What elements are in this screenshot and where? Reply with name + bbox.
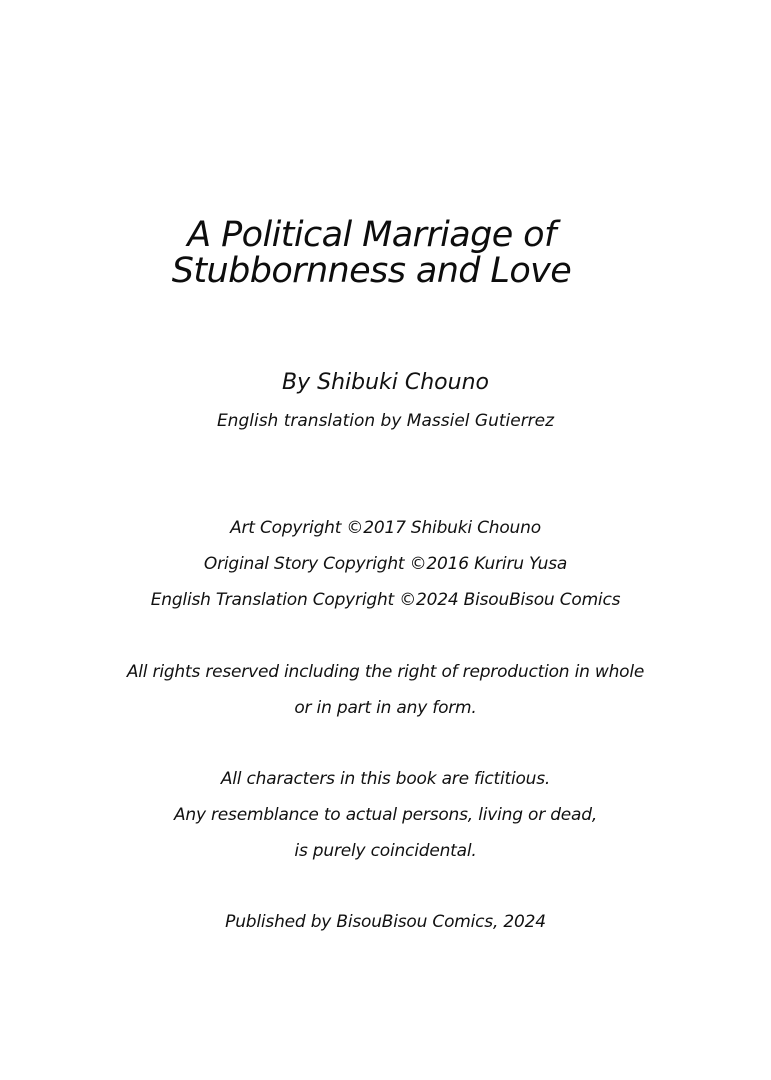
- translator-credit: English translation by Massiel Gutierrez: [216, 411, 555, 431]
- disclaimer-line-2: Any resemblance to actual persons, living or dead,: [173, 805, 598, 825]
- disclaimer-line-1: All characters in this book are fictitious.: [220, 769, 551, 789]
- book-title-line-2: Stubbornness and Love: [171, 251, 572, 291]
- rights-line-1: All rights reserved including the right of reproduction in whole: [126, 662, 645, 682]
- story-copyright: Original Story Copyright ©2016 Kuriru Yusa: [203, 554, 568, 574]
- art-copyright: Art Copyright ©2017 Shibuki Chouno: [230, 518, 541, 538]
- disclaimer-line-3: is purely coincidental.: [294, 841, 477, 861]
- translation-copyright: English Translation Copyright ©2024 BisouBisou Comics: [150, 590, 621, 610]
- publisher-line: Published by BisouBisou Comics, 2024: [225, 912, 546, 932]
- rights-line-2: or in part in any form.: [294, 698, 477, 718]
- book-title-line-1: A Political Marriage of: [187, 215, 556, 255]
- author-credit: By Shibuki Chouno: [282, 370, 489, 395]
